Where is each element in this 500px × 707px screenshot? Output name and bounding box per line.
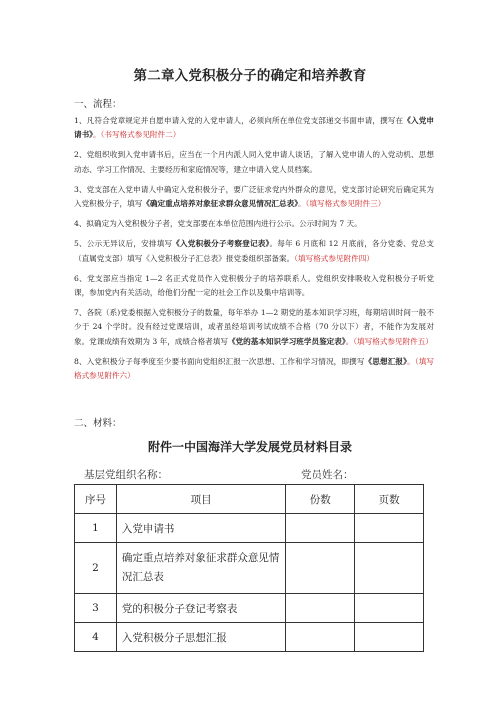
table-row [75, 543, 424, 594]
table-row [75, 623, 424, 652]
process-step [74, 272, 434, 300]
materials-table [74, 484, 424, 652]
process-step [74, 355, 434, 383]
row-pages[interactable] [355, 543, 424, 594]
form-name: 《党的基本知识学习班学员鉴定表》 [227, 336, 346, 346]
table-header-row [75, 485, 424, 514]
row-item: 确定重点培养对象征求群众意见情况汇总表 [116, 543, 285, 594]
row-copies[interactable] [286, 594, 355, 623]
member-name-label: 党员姓名： [301, 469, 354, 481]
step-text: 。每年 6 月底和 12 月底前，各分党委、党总支（直属党支部）填写《入党积极分子汇总表》报党委组织部备案。 [74, 239, 434, 263]
process-step [74, 114, 434, 142]
format-reference-note: 。（填写格式参见附件六） [74, 356, 435, 381]
step-text: 2、党组织收到入党申请书后，应当在一个月内派人同入党申请人谈话，了解入党申请人的入党动机、思想动态、学习工作情况、主要经历和家庭情况等，建立申请入党人员档案。 [74, 150, 434, 174]
row-index: 3 [75, 594, 117, 623]
step-text: 6、党支部应当指定 1—2 名正式党员作入党积极分子的培养联系人。党组织安排吸收入党积极分子听党课，参加党内有关活动，给他们分配一定的社会工作以及集中培训等。 [74, 273, 434, 298]
row-item: 入党申请书 [116, 514, 285, 543]
process-step [74, 306, 434, 349]
process-list [74, 114, 434, 389]
row-pages[interactable] [355, 623, 424, 652]
form-name: 《入党积极分子考察登记表》 [172, 239, 270, 249]
step-text: 3、党支部在入党申请人中确定入党积极分子，要广泛征求党内外群众的意见，党支部讨论研究后确定其为入党积极分子，填写 [74, 184, 434, 209]
row-pages[interactable] [355, 514, 424, 543]
table-row [75, 594, 424, 623]
process-step [74, 183, 434, 211]
row-item: 党的积极分子登记考察表 [116, 594, 285, 623]
step-text: 1、凡符合党章规定并自愿申请入党的入党申请人，必须向所在单位党支部递交书面申请，撰写在 [74, 116, 404, 125]
row-index: 2 [75, 543, 117, 594]
form-name: 《确定重点培养对象征求群众意见情况汇总表》 [142, 199, 299, 209]
page-title: 第二章入党积极分子的确定和培养教育 [133, 68, 367, 84]
step-text: 7、各院（系)党委根据入党积极分子的数量，每年举办 1—2 期党的基本知识学习班，每期培训时间一般不少于 24 个学时。没有经过党课培训，或者虽经培训考试成绩不合格（70 分以下）者，不能作为发展对象。党课成绩有效期为 3 年，成绩合格者填写 [74, 308, 434, 346]
process-step [74, 237, 434, 265]
header-copies: 份数 [286, 485, 355, 514]
format-reference-note: 。（填写格式参见附件三） [298, 199, 386, 209]
form-name: 《思想汇报》 [364, 356, 408, 366]
step-text: 8、入党积极分子每季度至少要书面向党组织汇报一次思想、工作和学习情况，即撰写 [74, 356, 365, 366]
format-reference-note: 。（书写格式参见附件二） [92, 130, 181, 140]
org-name-label: 基层党组织名称： [84, 469, 168, 481]
section-heading-materials: 二、材料： [74, 418, 122, 429]
header-pages: 页数 [355, 485, 424, 514]
row-copies[interactable] [286, 514, 355, 543]
row-index: 1 [75, 514, 117, 543]
step-text: 4、拟确定为入党积极分子者，党支部要在本单位范围内进行公示。公示时间为 7 天。 [74, 219, 362, 229]
row-pages[interactable] [355, 594, 424, 623]
section-heading-process: 一、流程： [74, 99, 122, 110]
header-item: 项目 [116, 485, 285, 514]
form-name: 《入党申请书》 [74, 116, 435, 140]
row-item: 入党积极分子思想汇报 [116, 623, 285, 652]
header-index: 序号 [75, 485, 117, 514]
appendix-title: 附件一中国海洋大学发展党员材料目录 [147, 440, 352, 454]
table-row [75, 514, 424, 543]
row-index: 4 [75, 623, 117, 652]
format-reference-note: （填写格式参见附件四） [294, 253, 374, 263]
format-reference-note: 。（填写格式参见附件五） [345, 336, 433, 346]
row-copies[interactable] [286, 543, 355, 594]
process-step [74, 148, 434, 176]
row-copies[interactable] [286, 623, 355, 652]
process-step [74, 217, 434, 231]
step-text: 5、公示无异议后，安排填写 [74, 239, 173, 249]
